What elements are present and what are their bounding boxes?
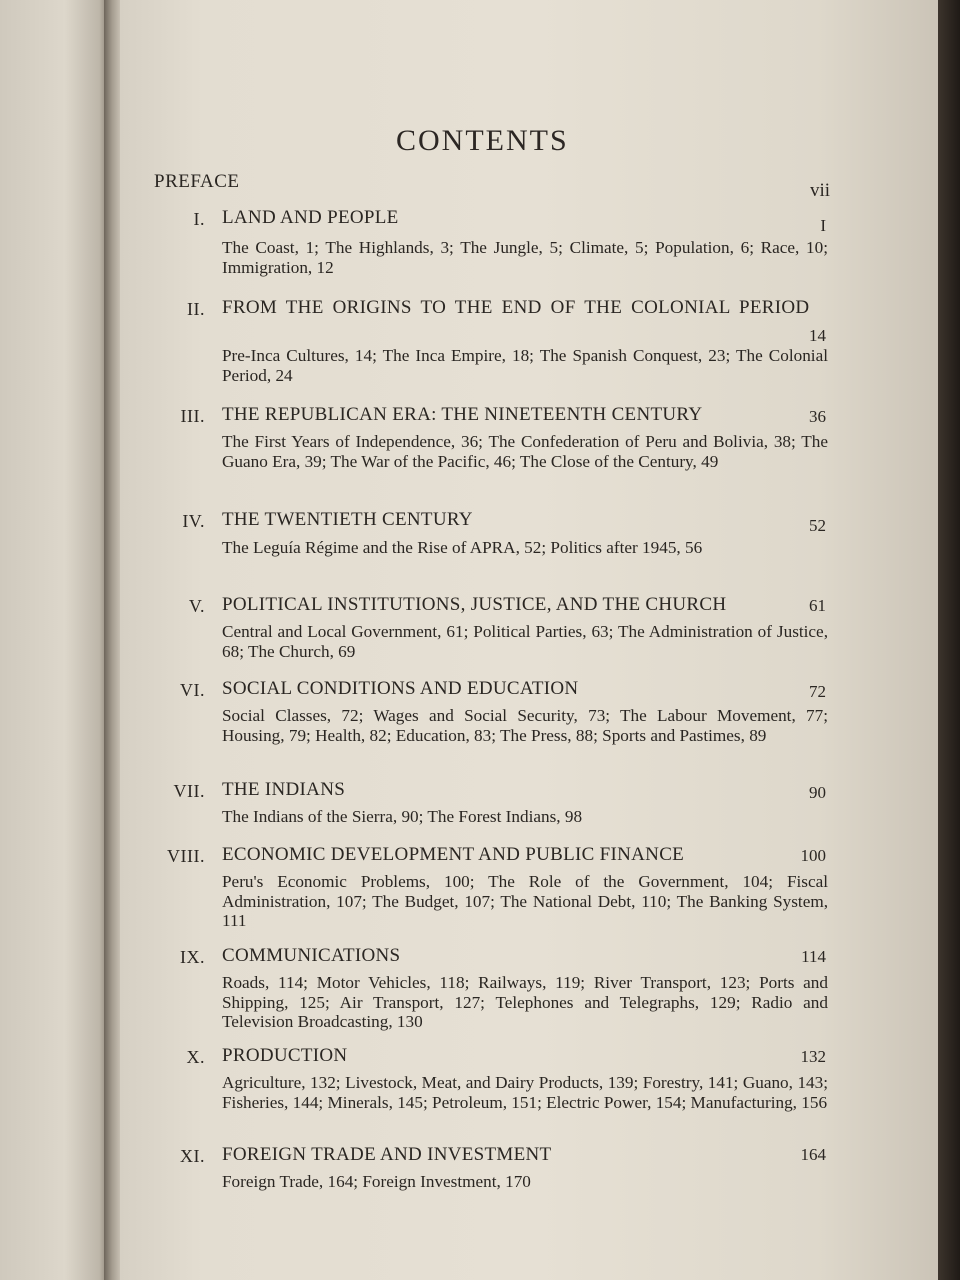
chapter-page-number: 14	[809, 326, 826, 345]
chapter-sections: The Leguía Régime and the Rise of APRA, 52; Politics after 1945, 56	[222, 538, 703, 557]
chapter-title: ECONOMIC DEVELOPMENT AND PUBLIC FINANCE	[222, 844, 685, 865]
chapter-numeral: VI.	[180, 680, 205, 700]
chapter-title: PRODUCTION	[222, 1045, 348, 1066]
book-edge	[938, 0, 960, 1280]
chapter-numeral: IX.	[180, 947, 205, 967]
chapter-sections: Roads, 114; Motor Vehicles, 118; Railways, 119; River Transport, 123; Ports and Shipping, 125; Air Transport, 127; Telephones and Telegraphs, 129; Radio and Television Broadcasting, 130	[222, 973, 828, 1031]
chapter-page-number: 52	[809, 516, 826, 535]
chapter-sections: Foreign Trade, 164; Foreign Investment, 170	[222, 1172, 531, 1191]
chapter-page-number: I	[820, 216, 826, 235]
chapter-numeral: II.	[187, 299, 205, 319]
chapter-page-number: 114	[801, 947, 826, 966]
chapter-title: FOREIGN TRADE AND INVESTMENT	[222, 1144, 552, 1165]
chapter-sections: Peru's Economic Problems, 100; The Role of the Government, 104; Fiscal Administration, 107; The Budget, 107; The National Debt, 110; The Banking System, 111	[222, 872, 828, 930]
chapter-numeral: VIII.	[167, 846, 205, 866]
chapter-page-number: 132	[800, 1047, 826, 1066]
chapter-page-number: 164	[800, 1145, 826, 1164]
preface-page-number: vii	[809, 180, 830, 201]
chapter-sections: Social Classes, 72; Wages and Social Security, 73; The Labour Movement, 77; Housing, 79; Health, 82; Education, 83; The Press, 88; Sports and Pastimes, 89	[222, 706, 828, 745]
chapter-numeral: X.	[186, 1047, 205, 1067]
chapter-sections: The Coast, 1; The Highlands, 3; The Jungle, 5; Climate, 5; Population, 6; Race, 10; Immigration, 12	[222, 238, 828, 277]
chapter-title: LAND AND PEOPLE	[222, 207, 399, 228]
chapter-title: POLITICAL INSTITUTIONS, JUSTICE, AND THE CHURCH	[222, 594, 727, 615]
chapter-title: THE INDIANS	[222, 779, 346, 800]
page-title: CONTENTS	[396, 124, 569, 157]
chapter-page-number: 72	[809, 682, 826, 701]
chapter-sections: Agriculture, 132; Livestock, Meat, and Dairy Products, 139; Forestry, 141; Guano, 143; Fisheries, 144; Minerals, 145; Petroleum, 151; Electric Power, 154; Manufacturing, 156	[222, 1073, 828, 1112]
chapter-page-number: 100	[800, 846, 826, 865]
chapter-numeral: V.	[188, 596, 205, 616]
chapter-numeral: XI.	[180, 1146, 205, 1166]
chapter-numeral: I.	[193, 209, 205, 229]
chapter-title: SOCIAL CONDITIONS AND EDUCATION	[222, 678, 579, 699]
facing-page	[0, 0, 108, 1280]
chapter-title: THE TWENTIETH CENTURY	[222, 509, 473, 530]
chapter-numeral: IV.	[182, 511, 205, 531]
chapter-sections: The First Years of Independence, 36; The Confederation of Peru and Bolivia, 38; The Guano Era, 39; The War of the Pacific, 46; The Close of the Century, 49	[222, 432, 828, 471]
chapter-page-number: 61	[809, 596, 826, 615]
chapter-page-number: 90	[809, 783, 826, 802]
chapter-sections: Central and Local Government, 61; Political Parties, 63; The Administration of Justice, 68; The Church, 69	[222, 622, 828, 661]
chapter-title: THE REPUBLICAN ERA: THE NINETEENTH CENTURY	[222, 404, 703, 425]
chapter-title: COMMUNICATIONS	[222, 945, 401, 966]
preface-label: PREFACE	[154, 171, 240, 192]
chapter-sections: Pre-Inca Cultures, 14; The Inca Empire, 18; The Spanish Conquest, 23; The Colonial Period, 24	[222, 346, 828, 385]
chapter-page-number: 36	[809, 407, 826, 426]
chapter-title: FROM THE ORIGINS TO THE END OF THE COLONIAL PERIOD	[222, 297, 810, 318]
chapter-numeral: III.	[180, 406, 205, 426]
chapter-numeral: VII.	[173, 781, 205, 801]
chapter-sections: The Indians of the Sierra, 90; The Forest Indians, 98	[222, 807, 583, 826]
